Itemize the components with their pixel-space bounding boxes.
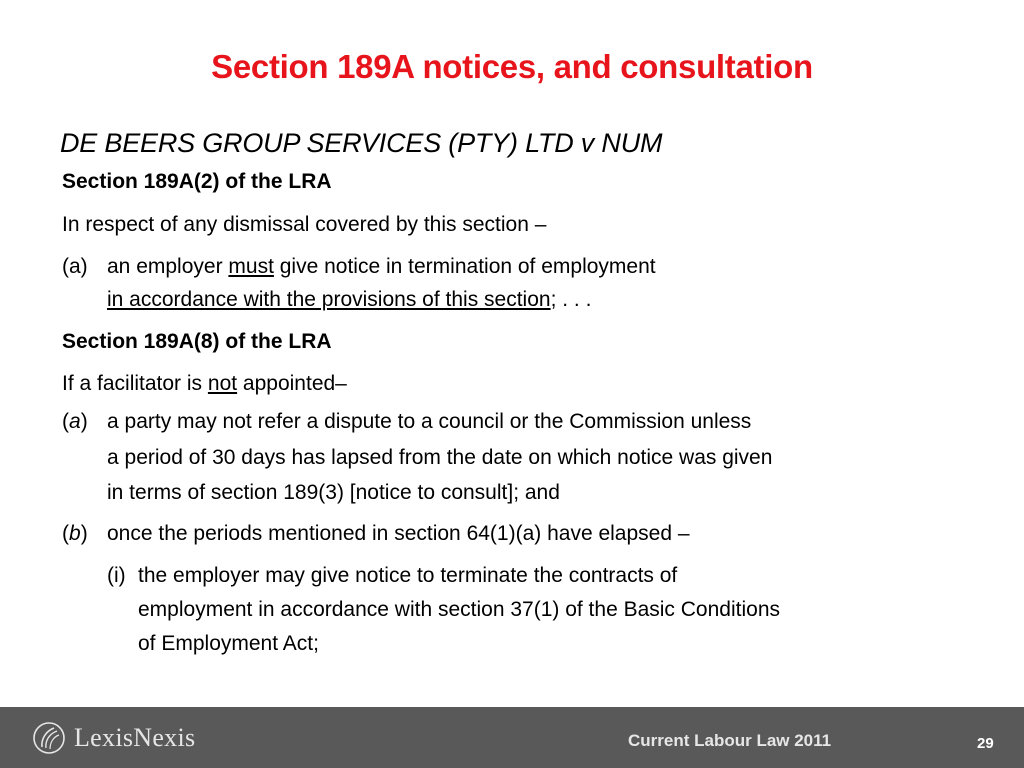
item-a-emphasis: must (228, 255, 274, 278)
item-a-continuation (107, 288, 591, 312)
item-a-marker: (a) (62, 255, 88, 278)
item-a-text-pre: an employer (107, 255, 229, 278)
intro2-pre: If a facilitator is (62, 372, 208, 395)
item-b-periods (62, 522, 690, 546)
item-a-ellipsis: ; . . . (550, 288, 592, 311)
item-a-underlined-phrase: in accordance with the provisions of this section (107, 288, 551, 311)
lexisnexis-logo (32, 721, 195, 755)
item-b-letter: b (69, 522, 81, 545)
item-b-line1: once the periods mentioned in section 64(1)(a) have elapsed – (107, 522, 690, 545)
item-b-close: ) (80, 522, 88, 545)
logo-text: LexisNexis (74, 723, 196, 752)
section-heading-189a2: Section 189A(2) of the LRA (62, 170, 332, 193)
item-a2-letter: a (69, 410, 81, 433)
section-heading-189a8: Section 189A(8) of the LRA (62, 330, 332, 353)
item-b-open: ( (62, 522, 69, 545)
intro-text-2 (62, 372, 347, 396)
item-i-marker: (i) (107, 564, 126, 587)
item-a2-marker (62, 410, 107, 434)
item-a-text-post: give notice in termination of employment (273, 255, 656, 278)
item-a2-line3: in terms of section 189(3) [notice to consult]; and (107, 481, 560, 504)
intro2-post: appointed– (237, 372, 347, 395)
item-i-employer (107, 564, 677, 588)
case-subtitle: DE BEERS GROUP SERVICES (PTY) LTD v NUM (60, 128, 663, 158)
item-a-party (62, 410, 751, 434)
item-i-line1: the employer may give notice to terminate the contracts of (138, 564, 678, 587)
item-i-line3: of Employment Act; (138, 632, 319, 655)
footer-title: Current Labour Law 2011 (628, 731, 832, 750)
item-a-employer (62, 255, 656, 279)
page-number: 29 (977, 735, 994, 752)
item-a2-line1: a party may not refer a dispute to a council or the Commission unless (107, 410, 752, 433)
item-b-marker (62, 522, 107, 546)
footer-bar (0, 707, 1024, 768)
item-a2-line2: a period of 30 days has lapsed from the date on which notice was given (107, 446, 773, 469)
lexisnexis-emblem-icon (32, 721, 66, 755)
item-a2-close: ) (80, 410, 88, 433)
slide-title: Section 189A notices, and consultation (211, 48, 813, 85)
intro-text-1: In respect of any dismissal covered by this section – (62, 213, 547, 236)
item-i-line2: employment in accordance with section 37(1) of the Basic Conditions (138, 598, 780, 621)
item-a2-open: ( (62, 410, 69, 433)
intro2-emphasis: not (207, 372, 238, 395)
